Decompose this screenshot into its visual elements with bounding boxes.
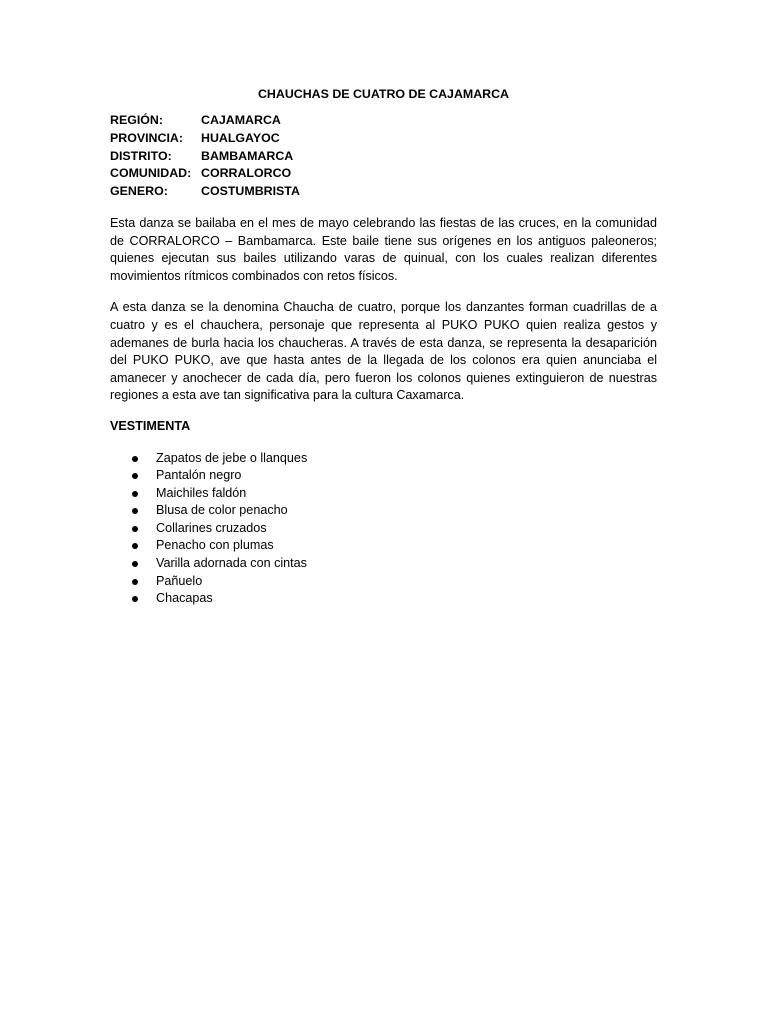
list-item-text: Pañuelo <box>156 573 203 588</box>
list-item-text: Pantalón negro <box>156 468 242 483</box>
list-item-text: Chacapas <box>156 591 213 606</box>
metadata-label: REGIÓN: <box>110 113 164 127</box>
document-body <box>110 86 657 608</box>
metadata-value: CORRALORCO <box>201 166 292 181</box>
list-item-text: Varilla adornada con cintas <box>156 556 307 571</box>
list-item <box>110 555 657 573</box>
metadata-row-comunidad <box>110 165 300 183</box>
bullet-icon <box>132 596 138 602</box>
metadata-row-distrito <box>110 148 300 166</box>
metadata-label: DISTRITO: <box>110 148 172 163</box>
metadata-row-region <box>110 112 300 130</box>
metadata-value: HUALGAYOC <box>201 130 280 145</box>
list-item-text: Collarines cruzados <box>156 520 267 535</box>
list-item <box>110 520 657 538</box>
metadata-label: PROVINCIA: <box>110 130 183 145</box>
metadata-value: BAMBAMARCA <box>201 148 294 163</box>
list-item-text: Penacho con plumas <box>156 538 274 553</box>
bullet-icon <box>132 456 138 462</box>
list-item <box>110 537 657 555</box>
bullet-icon <box>132 473 138 479</box>
bullet-icon <box>132 526 138 532</box>
paragraph-description: A esta danza se la denomina Chaucha de cuatro, porque los danzantes forman cuadrillas de a cuatro y es el chauchera, personaje que representa al PUKO PUKO quien realiza gestos y ademanes de burla hacia los chaucheras. A través de esta danza, se representa la desaparición del PUKO PUKO, ave que hasta antes de la llegada de los colonos era quien anunciaba el amanecer y anochecer de cada día, pero fueron los colonos quienes extinguieron de nuestras regiones a esta ave tan significativa para la cultura Caxamarca. <box>110 300 657 403</box>
vestimenta-list <box>110 450 657 608</box>
metadata-row-provincia <box>110 130 300 148</box>
paragraph-origin: Esta danza se bailaba en el mes de mayo celebrando las fiestas de las cruces, en la comunidad de CORRALORCO – Bambamarca. Este baile tiene sus orígenes en los antiguos paleoneros; quienes ejecutan sus bailes utilizando varas de quinual, con los cuales realizan diferentes movimientos rítmicos combinados con retos físicos. <box>110 215 657 283</box>
document-title: CHAUCHAS DE CUATRO DE CAJAMARCA <box>257 87 510 101</box>
list-item <box>110 467 657 485</box>
metadata-table <box>110 112 300 201</box>
list-item <box>110 590 657 608</box>
metadata-value: COSTUMBRISTA <box>201 184 300 199</box>
bullet-icon <box>132 579 138 585</box>
list-item <box>110 573 657 591</box>
metadata-label: GENERO: <box>110 184 168 199</box>
list-item <box>110 502 657 520</box>
list-item-text: Maichiles faldón <box>156 485 247 500</box>
bullet-icon <box>132 561 138 567</box>
list-item <box>110 450 657 468</box>
metadata-value: CAJAMARCA <box>201 113 281 127</box>
metadata-row-genero <box>110 183 300 201</box>
list-item-text: Zapatos de jebe o llanques <box>156 450 308 465</box>
list-item <box>110 485 657 503</box>
metadata-label: COMUNIDAD: <box>110 166 192 181</box>
bullet-icon <box>132 508 138 514</box>
bullet-icon <box>132 543 138 549</box>
bullet-icon <box>132 491 138 497</box>
list-item-text: Blusa de color penacho <box>156 503 288 518</box>
section-heading-vestimenta: VESTIMENTA <box>110 418 191 433</box>
